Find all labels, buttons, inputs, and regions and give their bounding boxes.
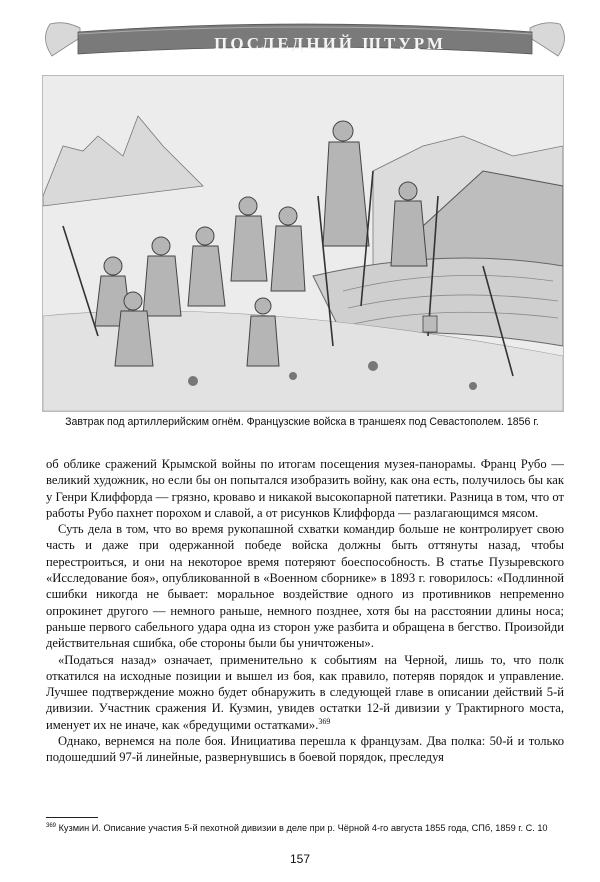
- paragraph-4: Однако, вернемся на поле боя. Инициатива перешла к французам. Два полка: 50-й и только подошедший 97-й линейные, развернувшись в боевой порядок, преследуя: [46, 734, 564, 765]
- footnote: [46, 823, 566, 833]
- footnote-separator: [46, 817, 98, 818]
- footnote-ref: 369: [318, 716, 331, 726]
- engraving-illustration: [42, 75, 564, 412]
- trench-scene-sketch: [43, 76, 563, 411]
- chapter-title: ПОСЛЕДНИЙ ШТУРМ: [214, 34, 446, 53]
- paragraph-3-text: «Податься назад» означает, применительно к событиям на Черной, лишь то, что полк откатился на исходные позиции и вышел из боя, как правило, потеряв порядок и управление. Лучшее подтверждение можно будет обнаружить в следующей главе в описании действий 5-й дивизии. Участник сражения И. Кузмин, увидев остатки 12-й дивизии у Трактирного моста, именует их не иначе, как «бредущими остатками».: [46, 652, 564, 732]
- page-number: 157: [289, 852, 311, 866]
- paragraph-1: об облике сражений Крымской войны по итогам посещения музея-панорамы. Франц Рубо — великий художник, но если бы он попытался изобразить войну, как она есть, получилось бы как у Генри Клиффорда — грязно, кроваво и никакой высокопарной патетики. Разница в том, что от работы Рубо пахнет порохом и славой, а от рисунков Клиффорда — разлагающимся мясом.: [46, 457, 564, 520]
- paragraph-3: [46, 652, 564, 733]
- figure-caption: Завтрак под артиллерийским огнём. Французские войска в траншеях под Севастополем. 1856 г.: [65, 416, 539, 428]
- footnote-number: 369: [46, 822, 57, 829]
- body-text: [46, 456, 564, 766]
- paragraph-2: Суть дела в том, что во время рукопашной схватки командир больше не контролирует свою часть и даже при одержанной победе войска должны быть оттянуты назад, чтобы перестроиться, и они на некоторое время потеряют боеспособность. В статье Пузыревского «Исследование боя», опубликованной в «Военном сборнике» в 1893 г. говорилось: «Подлинной сшибки никогда не бывает: моральное воздействие одного из противников непременно опрокинет другого — немного раньше, немного позднее, хотя бы на расстоянии длины носа; раньше первого сабельного удара одна из сторон уже разбита и обращена в бегство. Произойди действительная сшибка, обе стороны были бы уничтожены».: [46, 522, 564, 651]
- chapter-banner: [40, 14, 570, 64]
- footnote-text: Кузмин И. Описание участия 5-й пехотной дивизии в деле при р. Чёрной 4-го августа 1855 года, СПб, 1859 г. С. 10: [58, 823, 548, 833]
